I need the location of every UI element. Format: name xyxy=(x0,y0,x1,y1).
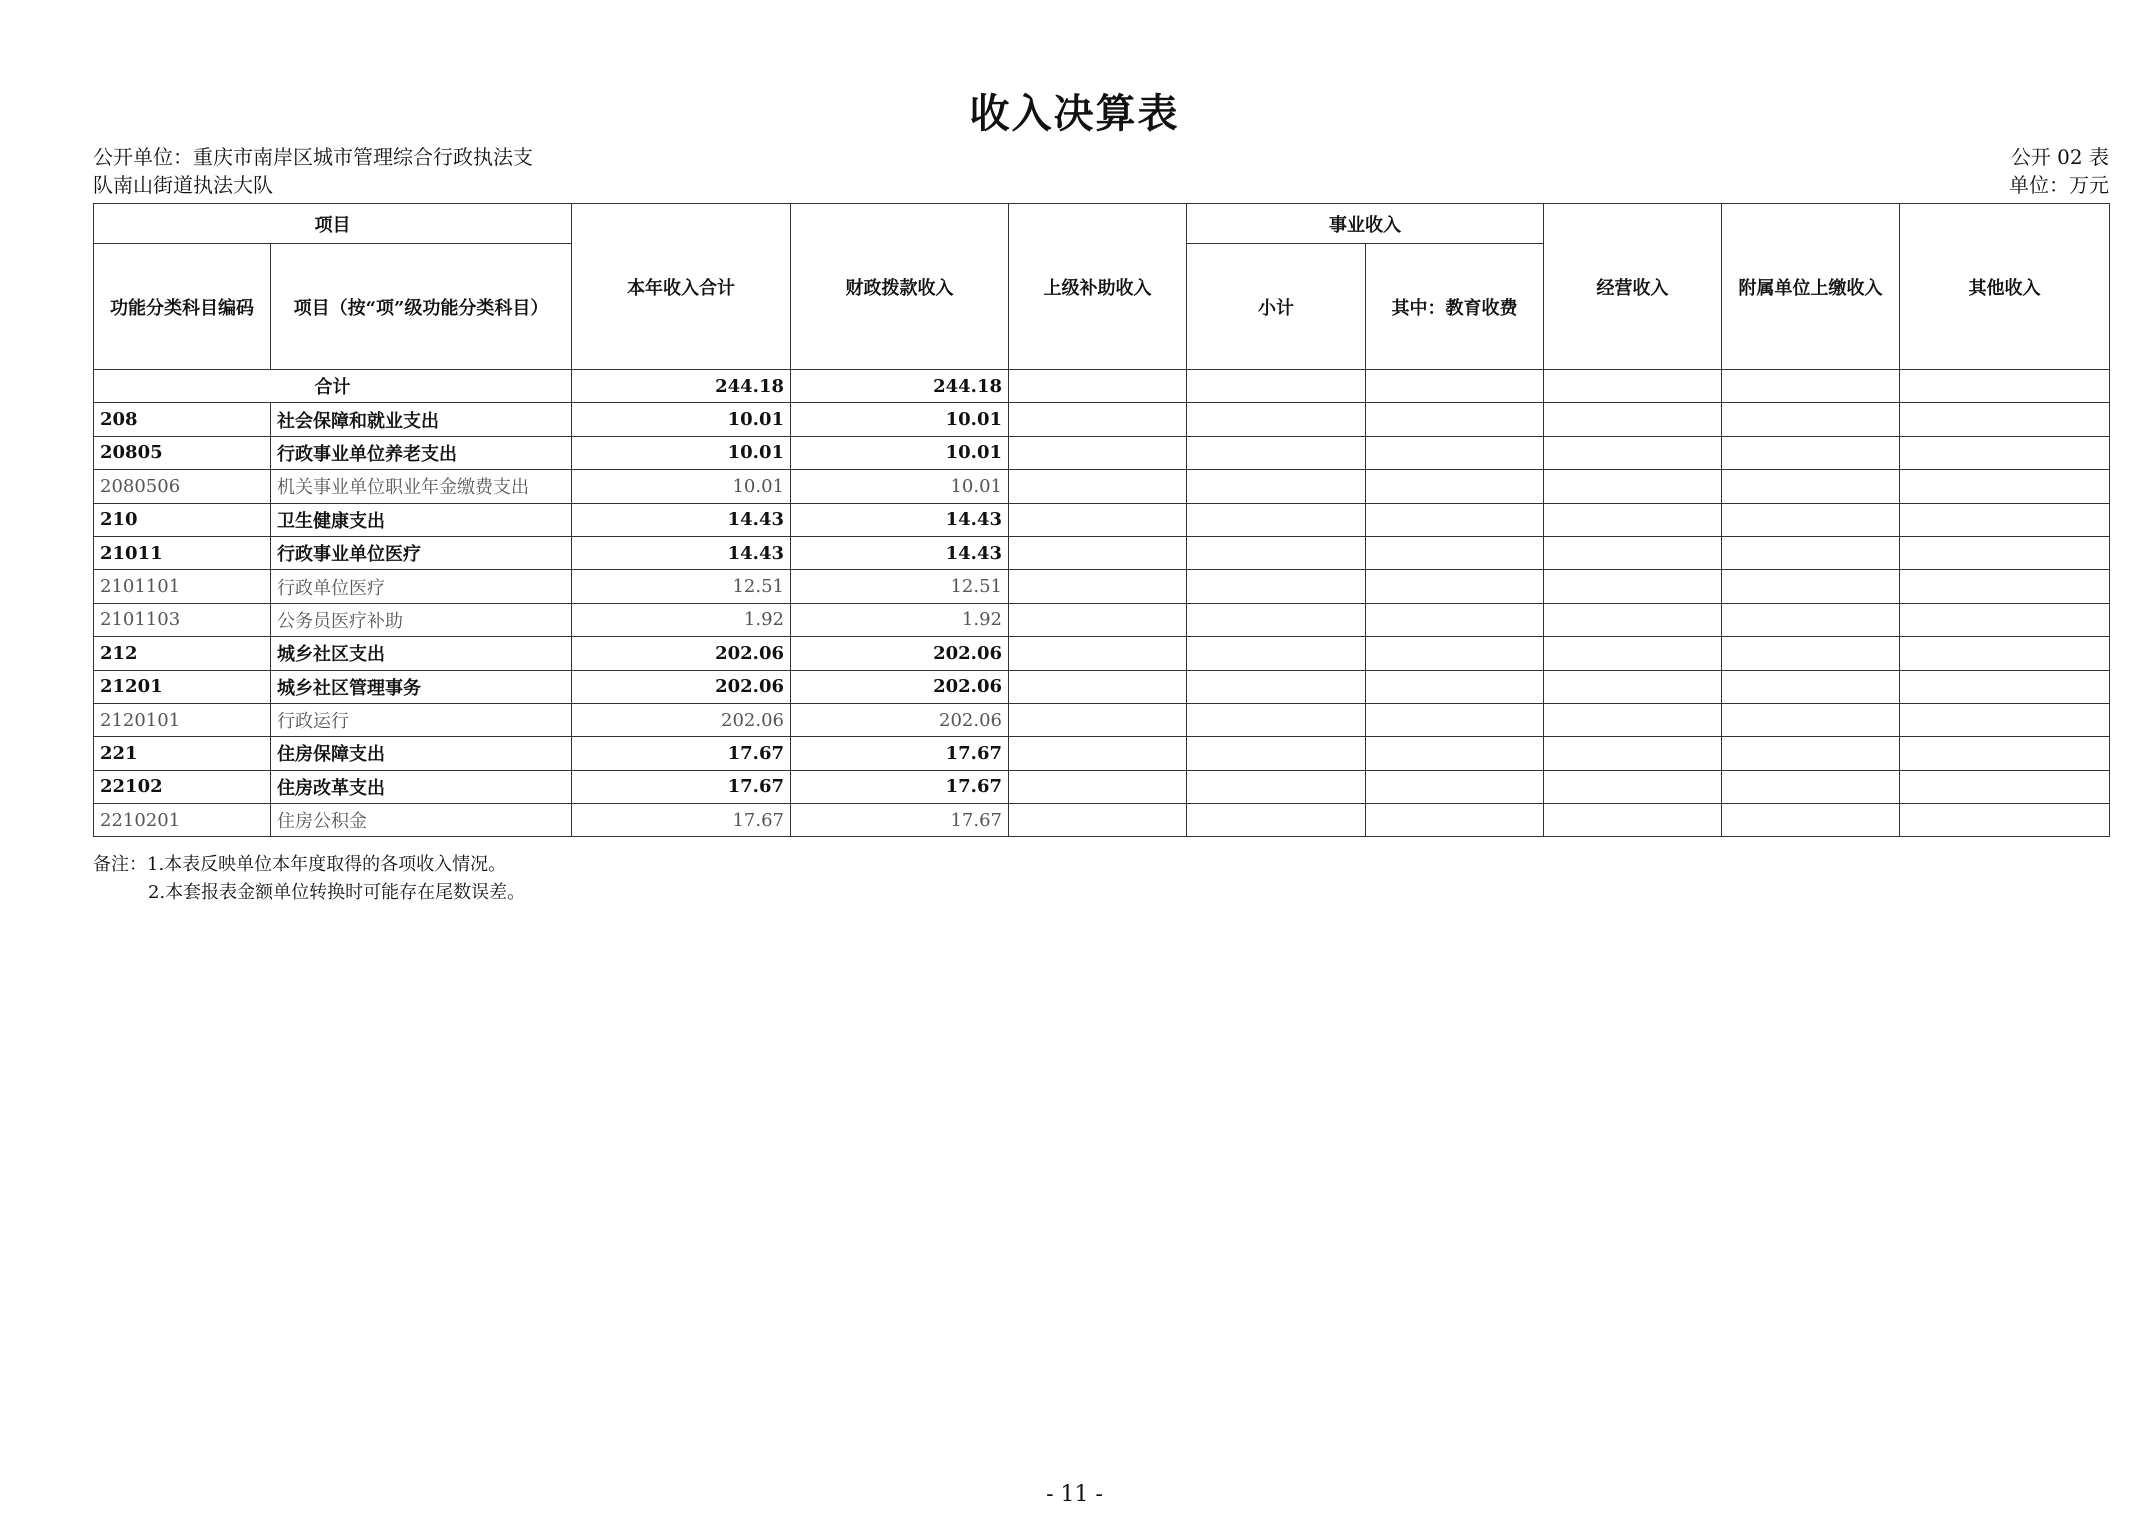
row-code: 2210201 xyxy=(94,804,271,837)
row-fiscal: 202.06 xyxy=(791,637,1009,670)
table-row xyxy=(94,670,2110,703)
row-fiscal: 17.67 xyxy=(791,737,1009,770)
total-label: 合计 xyxy=(94,370,572,403)
table-meta xyxy=(2009,143,2109,199)
unit-label-line2: 队南山街道执法大队 xyxy=(93,173,273,197)
note-line-1: 备注：1.本表反映单位本年度取得的各项收入情况。 xyxy=(93,854,507,875)
row-operating xyxy=(1544,436,1722,469)
table-row xyxy=(94,804,2110,837)
note-line-2: 2.本套报表金额单位转换时可能存在尾数误差。 xyxy=(148,882,526,903)
row-affiliated xyxy=(1722,570,1900,603)
row-name: 行政单位医疗 xyxy=(271,570,572,603)
row-total: 10.01 xyxy=(572,403,791,436)
currency-unit: 单位：万元 xyxy=(2009,173,2109,197)
row-edu xyxy=(1366,470,1544,503)
row-subtotal xyxy=(1187,703,1366,736)
row-total: 244.18 xyxy=(572,370,791,403)
row-total: 12.51 xyxy=(572,570,791,603)
row-subtotal xyxy=(1187,536,1366,569)
row-operating xyxy=(1544,470,1722,503)
row-subtotal xyxy=(1187,436,1366,469)
row-operating xyxy=(1544,804,1722,837)
row-subtotal xyxy=(1187,503,1366,536)
row-upper xyxy=(1009,670,1187,703)
row-upper xyxy=(1009,436,1187,469)
row-affiliated xyxy=(1722,737,1900,770)
row-edu xyxy=(1366,536,1544,569)
row-affiliated xyxy=(1722,403,1900,436)
row-code: 212 xyxy=(94,637,271,670)
row-edu xyxy=(1366,436,1544,469)
header-fiscal: 财政拨款收入 xyxy=(791,204,1009,370)
row-upper xyxy=(1009,370,1187,403)
row-edu xyxy=(1366,770,1544,803)
row-subtotal xyxy=(1187,570,1366,603)
row-operating xyxy=(1544,670,1722,703)
row-total: 17.67 xyxy=(572,770,791,803)
row-edu xyxy=(1366,703,1544,736)
header-edu: 其中：教育收费 xyxy=(1366,244,1544,370)
row-code: 210 xyxy=(94,503,271,536)
row-operating xyxy=(1544,770,1722,803)
row-operating xyxy=(1544,737,1722,770)
row-affiliated xyxy=(1722,503,1900,536)
table-number: 公开 02 表 xyxy=(2010,145,2109,169)
row-fiscal: 244.18 xyxy=(791,370,1009,403)
row-code: 2120101 xyxy=(94,703,271,736)
row-total: 202.06 xyxy=(572,703,791,736)
row-upper xyxy=(1009,470,1187,503)
row-affiliated xyxy=(1722,470,1900,503)
row-affiliated xyxy=(1722,804,1900,837)
row-name: 住房改革支出 xyxy=(271,770,572,803)
row-upper xyxy=(1009,570,1187,603)
header-code: 功能分类科目编码 xyxy=(94,244,271,370)
header-item: 项目 xyxy=(94,204,572,244)
row-fiscal: 17.67 xyxy=(791,804,1009,837)
total-row xyxy=(94,370,2110,403)
row-fiscal: 12.51 xyxy=(791,570,1009,603)
row-subtotal xyxy=(1187,603,1366,636)
row-fiscal: 202.06 xyxy=(791,670,1009,703)
table-row xyxy=(94,603,2110,636)
row-upper xyxy=(1009,770,1187,803)
row-upper xyxy=(1009,737,1187,770)
row-subtotal xyxy=(1187,737,1366,770)
income-table xyxy=(93,203,2110,837)
row-code: 21011 xyxy=(94,536,271,569)
row-code: 221 xyxy=(94,737,271,770)
row-edu xyxy=(1366,670,1544,703)
row-operating xyxy=(1544,603,1722,636)
row-subtotal xyxy=(1187,370,1366,403)
row-edu xyxy=(1366,603,1544,636)
row-affiliated xyxy=(1722,637,1900,670)
table-row xyxy=(94,536,2110,569)
row-code: 2101103 xyxy=(94,603,271,636)
header-total: 本年收入合计 xyxy=(572,204,791,370)
row-upper xyxy=(1009,703,1187,736)
table-row xyxy=(94,403,2110,436)
row-name: 卫生健康支出 xyxy=(271,503,572,536)
header-name: 项目（按“项”级功能分类科目） xyxy=(271,244,572,370)
row-name: 行政事业单位医疗 xyxy=(271,536,572,569)
header-row-1 xyxy=(94,204,2110,244)
notes xyxy=(93,851,525,907)
row-other xyxy=(1900,570,2110,603)
row-upper xyxy=(1009,804,1187,837)
row-name: 公务员医疗补助 xyxy=(271,603,572,636)
row-other xyxy=(1900,603,2110,636)
row-affiliated xyxy=(1722,436,1900,469)
row-affiliated xyxy=(1722,703,1900,736)
row-operating xyxy=(1544,503,1722,536)
row-edu xyxy=(1366,737,1544,770)
report-title: 收入决算表 xyxy=(969,90,1180,137)
page-number: - 11 - xyxy=(1046,1482,1103,1507)
row-name: 城乡社区管理事务 xyxy=(271,670,572,703)
unit-info xyxy=(93,143,533,199)
row-operating xyxy=(1544,637,1722,670)
row-upper xyxy=(1009,637,1187,670)
row-other xyxy=(1900,503,2110,536)
row-code: 2080506 xyxy=(94,470,271,503)
row-edu xyxy=(1366,804,1544,837)
unit-label: 公开单位：重庆市南岸区城市管理综合行政执法支 xyxy=(93,145,533,169)
row-operating xyxy=(1544,403,1722,436)
row-edu xyxy=(1366,503,1544,536)
row-other xyxy=(1900,770,2110,803)
row-total: 17.67 xyxy=(572,804,791,837)
row-other xyxy=(1900,436,2110,469)
row-total: 202.06 xyxy=(572,637,791,670)
row-fiscal: 10.01 xyxy=(791,436,1009,469)
row-affiliated xyxy=(1722,370,1900,403)
row-operating xyxy=(1544,570,1722,603)
row-fiscal: 17.67 xyxy=(791,770,1009,803)
row-total: 17.67 xyxy=(572,737,791,770)
row-upper xyxy=(1009,536,1187,569)
header-affiliated: 附属单位上缴收入 xyxy=(1722,204,1900,370)
header-upper: 上级补助收入 xyxy=(1009,204,1187,370)
row-upper xyxy=(1009,503,1187,536)
header-business: 事业收入 xyxy=(1187,204,1544,244)
row-total: 1.92 xyxy=(572,603,791,636)
row-operating xyxy=(1544,536,1722,569)
row-other xyxy=(1900,370,2110,403)
row-total: 14.43 xyxy=(572,536,791,569)
row-other xyxy=(1900,403,2110,436)
row-upper xyxy=(1009,603,1187,636)
row-affiliated xyxy=(1722,770,1900,803)
row-subtotal xyxy=(1187,470,1366,503)
row-other xyxy=(1900,703,2110,736)
row-total: 14.43 xyxy=(572,503,791,536)
row-operating xyxy=(1544,370,1722,403)
row-affiliated xyxy=(1722,670,1900,703)
row-other xyxy=(1900,670,2110,703)
row-fiscal: 14.43 xyxy=(791,536,1009,569)
table-row xyxy=(94,470,2110,503)
table-row xyxy=(94,637,2110,670)
table-row xyxy=(94,737,2110,770)
row-other xyxy=(1900,737,2110,770)
row-total: 10.01 xyxy=(572,436,791,469)
row-subtotal xyxy=(1187,670,1366,703)
table-row xyxy=(94,436,2110,469)
row-name: 机关事业单位职业年金缴费支出 xyxy=(271,470,572,503)
row-name: 住房保障支出 xyxy=(271,737,572,770)
row-edu xyxy=(1366,637,1544,670)
row-total: 10.01 xyxy=(572,470,791,503)
row-code: 22102 xyxy=(94,770,271,803)
table-row xyxy=(94,503,2110,536)
row-affiliated xyxy=(1722,603,1900,636)
row-other xyxy=(1900,470,2110,503)
row-subtotal xyxy=(1187,637,1366,670)
row-code: 208 xyxy=(94,403,271,436)
header-other: 其他收入 xyxy=(1900,204,2110,370)
row-name: 行政事业单位养老支出 xyxy=(271,436,572,469)
row-fiscal: 1.92 xyxy=(791,603,1009,636)
row-name: 住房公积金 xyxy=(271,804,572,837)
row-subtotal xyxy=(1187,403,1366,436)
table-row xyxy=(94,570,2110,603)
row-code: 21201 xyxy=(94,670,271,703)
row-affiliated xyxy=(1722,536,1900,569)
row-subtotal xyxy=(1187,804,1366,837)
row-edu xyxy=(1366,370,1544,403)
row-name: 城乡社区支出 xyxy=(271,637,572,670)
row-operating xyxy=(1544,703,1722,736)
table-row xyxy=(94,770,2110,803)
row-fiscal: 10.01 xyxy=(791,403,1009,436)
row-edu xyxy=(1366,570,1544,603)
row-total: 202.06 xyxy=(572,670,791,703)
row-fiscal: 10.01 xyxy=(791,470,1009,503)
row-subtotal xyxy=(1187,770,1366,803)
row-other xyxy=(1900,637,2110,670)
row-other xyxy=(1900,536,2110,569)
header-subtotal: 小计 xyxy=(1187,244,1366,370)
row-name: 社会保障和就业支出 xyxy=(271,403,572,436)
row-other xyxy=(1900,804,2110,837)
row-edu xyxy=(1366,403,1544,436)
row-code: 2101101 xyxy=(94,570,271,603)
row-name: 行政运行 xyxy=(271,703,572,736)
header-operating: 经营收入 xyxy=(1544,204,1722,370)
row-fiscal: 202.06 xyxy=(791,703,1009,736)
row-code: 20805 xyxy=(94,436,271,469)
row-fiscal: 14.43 xyxy=(791,503,1009,536)
table-row xyxy=(94,703,2110,736)
row-upper xyxy=(1009,403,1187,436)
